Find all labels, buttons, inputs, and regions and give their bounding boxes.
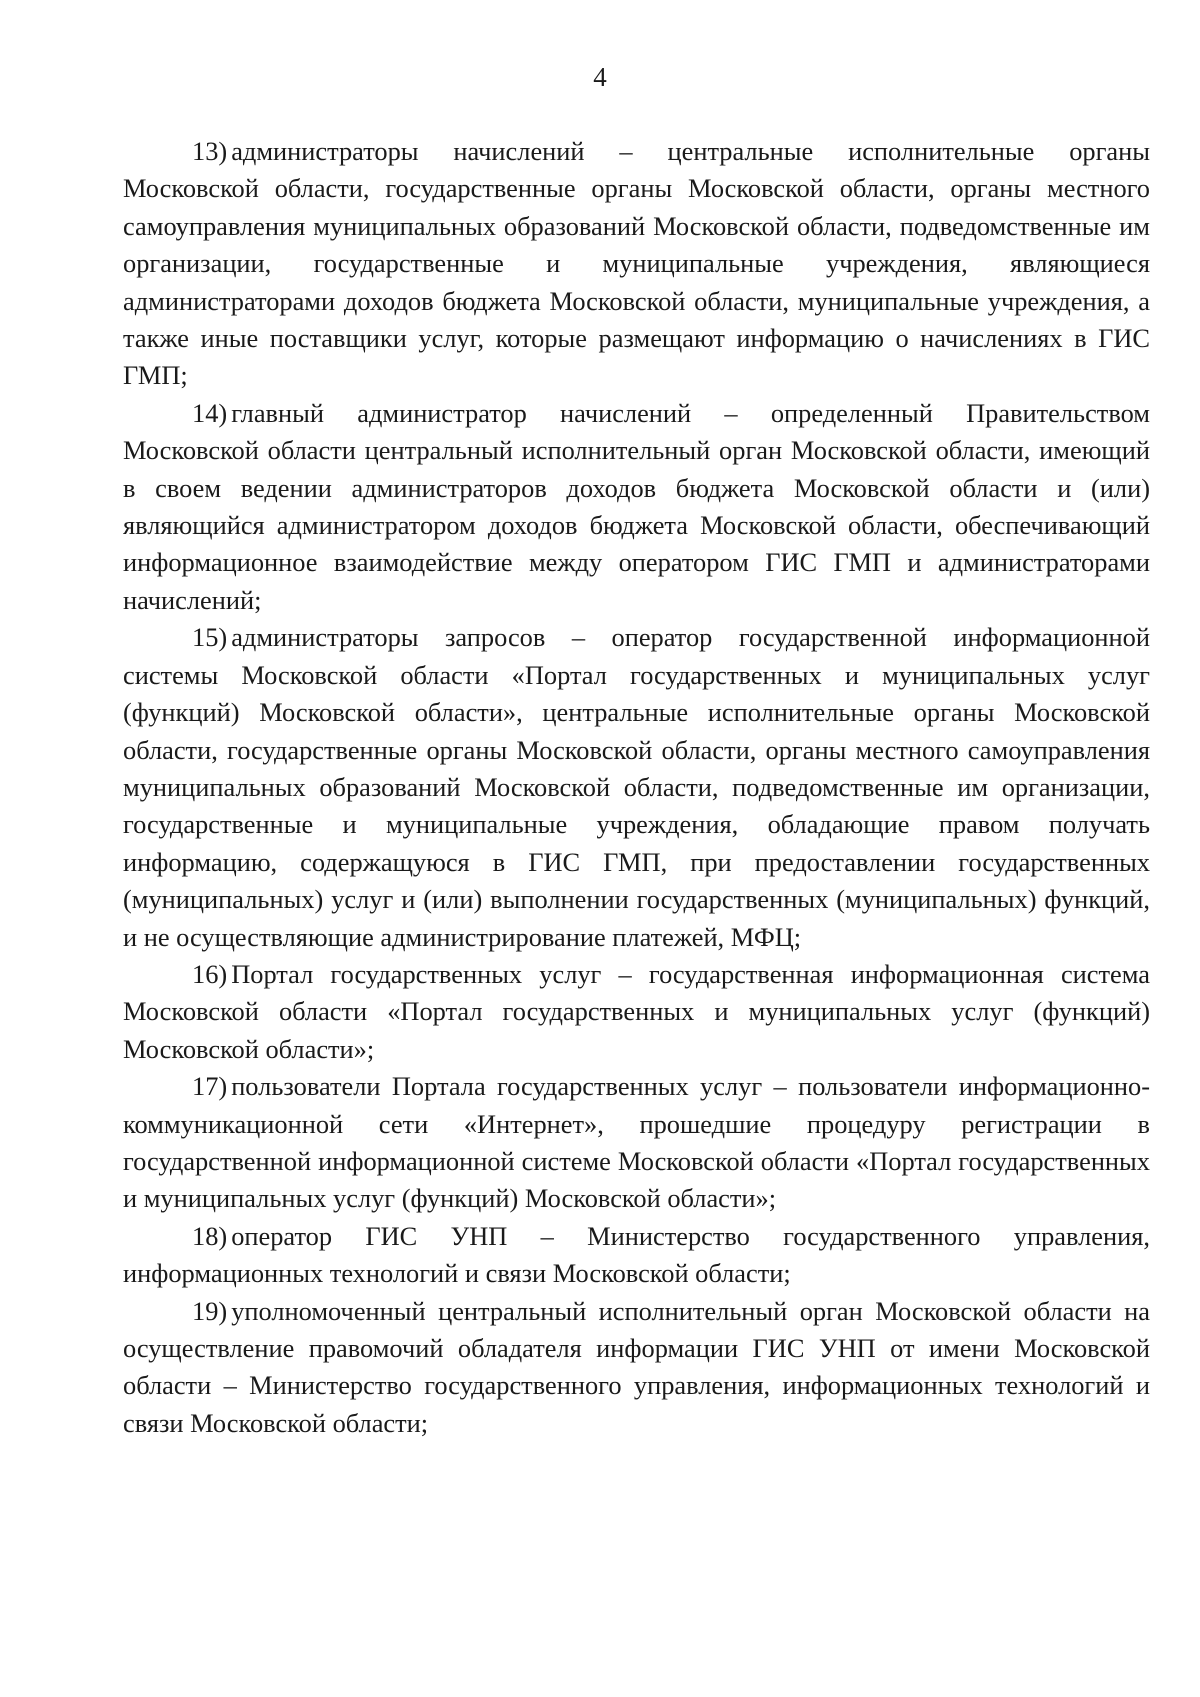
item-text: уполномоченный центральный исполнительный орган Московской области на осуществление правомочий обладателя информации ГИС УНП от имени Московской области – Министерство государственного управления, информационных технологий и связи Московской области; bbox=[123, 1295, 1150, 1438]
item-number: 13) bbox=[192, 136, 228, 166]
list-item-19 bbox=[123, 1293, 1150, 1443]
item-number: 14) bbox=[192, 397, 228, 428]
list-item-16 bbox=[123, 956, 1150, 1068]
item-text: администраторы запросов – оператор государственной информационной системы Московской области «Портал государственных и муниципальных услуг (функций) Московской области», центральные исполнительные органы Московской области, государственные органы Московской области, органы местного самоуправления муниципальных образований Московской области, подведомственные им организации, государственные и муниципальные учреждения, обладающие правом получать информацию, содержащуюся в ГИС ГМП, при предоставлении государственных (муниципальных) услуг и (или) выполнении государственных (муниципальных) функций, и не осуществляющие администрирование платежей, МФЦ; bbox=[123, 622, 1150, 952]
item-number: 17) bbox=[192, 1071, 228, 1102]
item-text: администраторы начислений – центральные исполнительные органы Московской области, государственные органы Московской области, органы местного самоуправления муниципальных образований Московской области, подведомственные им организации, государственные и муниципальные учреждения, являющиеся администраторами доходов бюджета Московской области, муниципальные учреждения, а также иные поставщики услуг, которые размещают информацию о начислениях в ГИС ГМП; bbox=[123, 136, 1150, 391]
item-number: 16) bbox=[192, 958, 228, 989]
item-text: Портал государственных услуг – государственная информационная система Московской области «Портал государственных и муниципальных услуг (функций) Московской области»; bbox=[123, 958, 1150, 1064]
list-item-18 bbox=[123, 1218, 1150, 1293]
document-body bbox=[123, 133, 1150, 1442]
list-item-13 bbox=[123, 133, 1150, 395]
list-item-14 bbox=[123, 395, 1150, 619]
item-number: 19) bbox=[192, 1295, 228, 1326]
list-item-15 bbox=[123, 619, 1150, 956]
item-number: 15) bbox=[192, 622, 228, 653]
item-text: главный администратор начислений – определенный Правительством Московской области центральный исполнительный орган Московской области, имеющий в своем ведении администраторов доходов бюджета Московской области и (или) являющийся администратором доходов бюджета Московской области, обеспечивающий информационное взаимодействие между оператором ГИС ГМП и администраторами начислений; bbox=[123, 397, 1150, 615]
page-number: 4 bbox=[593, 62, 607, 92]
item-text: оператор ГИС УНП – Министерство государственного управления, информационных технологий и связи Московской области; bbox=[123, 1220, 1150, 1289]
item-number: 18) bbox=[192, 1220, 228, 1251]
item-text: пользователи Портала государственных услуг – пользователи информационно-коммуникационной сети «Интернет», прошедшие процедуру регистрации в государственной информационной системе Московской области «Портал государственных и муниципальных услуг (функций) Московской области»; bbox=[123, 1071, 1150, 1214]
list-item-17 bbox=[123, 1068, 1150, 1218]
